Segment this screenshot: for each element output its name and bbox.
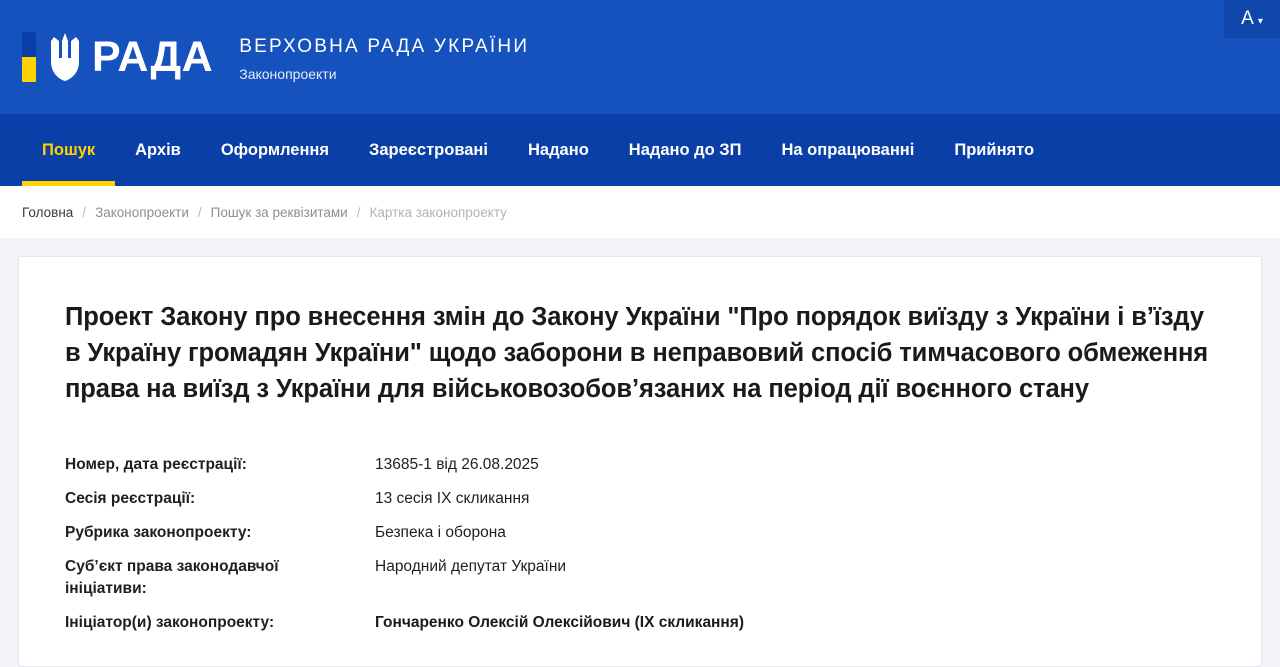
nav-item-pryynyato[interactable]: Прийнято [954,140,1035,159]
breadcrumb-separator: / [356,204,361,220]
breadcrumb-separator: / [197,204,202,220]
meta-value-registration-number: 13685-1 від 26.08.2025 [375,455,539,473]
main-navigation [0,114,1280,186]
meta-label-registration-number: Номер, дата реєстрації: [65,455,247,473]
nav-item-nadano-do-zp[interactable]: Надано до ЗП [628,140,742,159]
ukraine-flag-icon [22,32,36,82]
site-logo[interactable] [22,32,213,82]
table-row [65,556,1215,612]
table-row [65,612,1215,646]
table-row [65,454,1215,488]
bill-meta-table [65,454,1215,646]
site-header [0,0,1280,114]
table-row [65,488,1215,522]
meta-label-initiative-subject: Суб’єкт права законодавчої ініціативи: [65,557,279,597]
bill-card [18,256,1262,667]
breadcrumb-item-bills[interactable]: Законопроекти [95,204,189,220]
meta-value-initiators: Гончаренко Олексій Олексійович (IX скликання) [375,613,744,631]
meta-label-rubric: Рубрика законопроекту: [65,523,252,541]
nav-item-poshuk[interactable]: Пошук [22,114,115,186]
font-size-letter-icon: A [1241,8,1254,29]
header-titles [239,32,529,82]
meta-value-rubric: Безпека і оборона [375,523,506,541]
nav-item-arkhiv[interactable]: Архів [135,140,181,159]
logo-wordmark: РАДА [92,32,214,81]
page-body [0,238,1280,667]
trident-emblem-icon [48,32,82,82]
meta-label-initiators: Ініціатор(и) законопроекту: [65,613,275,631]
site-title: ВЕРХОВНА РАДА УКРАЇНИ [239,36,530,58]
meta-value-session: 13 сесія IX скликання [375,489,530,507]
table-row [65,522,1215,556]
breadcrumb-item-search[interactable]: Пошук за реквізитами [210,204,348,220]
meta-label-session: Сесія реєстрації: [65,489,196,507]
page-title: Проект Закону про внесення змін до Закону України "Про порядок виїзду з України і в’їзду в Україну громадян України" щодо заборони в неправовий спосіб тимчасового обмеження права на виїзд з України для військовозобов’язаних на період дії воєнного стану [65,303,1209,404]
nav-item-zareestrovani[interactable]: Зареєстровані [369,140,488,159]
site-subtitle: Законопроекти [239,65,337,82]
nav-item-oformlennya[interactable]: Оформлення [220,140,330,159]
chevron-down-icon: ▾ [1257,15,1263,27]
breadcrumb-separator: / [82,204,87,220]
breadcrumb [0,186,1280,238]
breadcrumb-item-current: Картка законопроекту [369,204,507,220]
breadcrumb-item-home[interactable]: Головна [22,204,74,220]
font-size-control[interactable] [1224,0,1280,38]
nav-item-nadano[interactable]: Надано [527,140,589,159]
meta-value-initiative-subject: Народний депутат України [375,557,567,575]
nav-item-na-opratsyuvanni[interactable]: На опрацюванні [781,140,915,159]
